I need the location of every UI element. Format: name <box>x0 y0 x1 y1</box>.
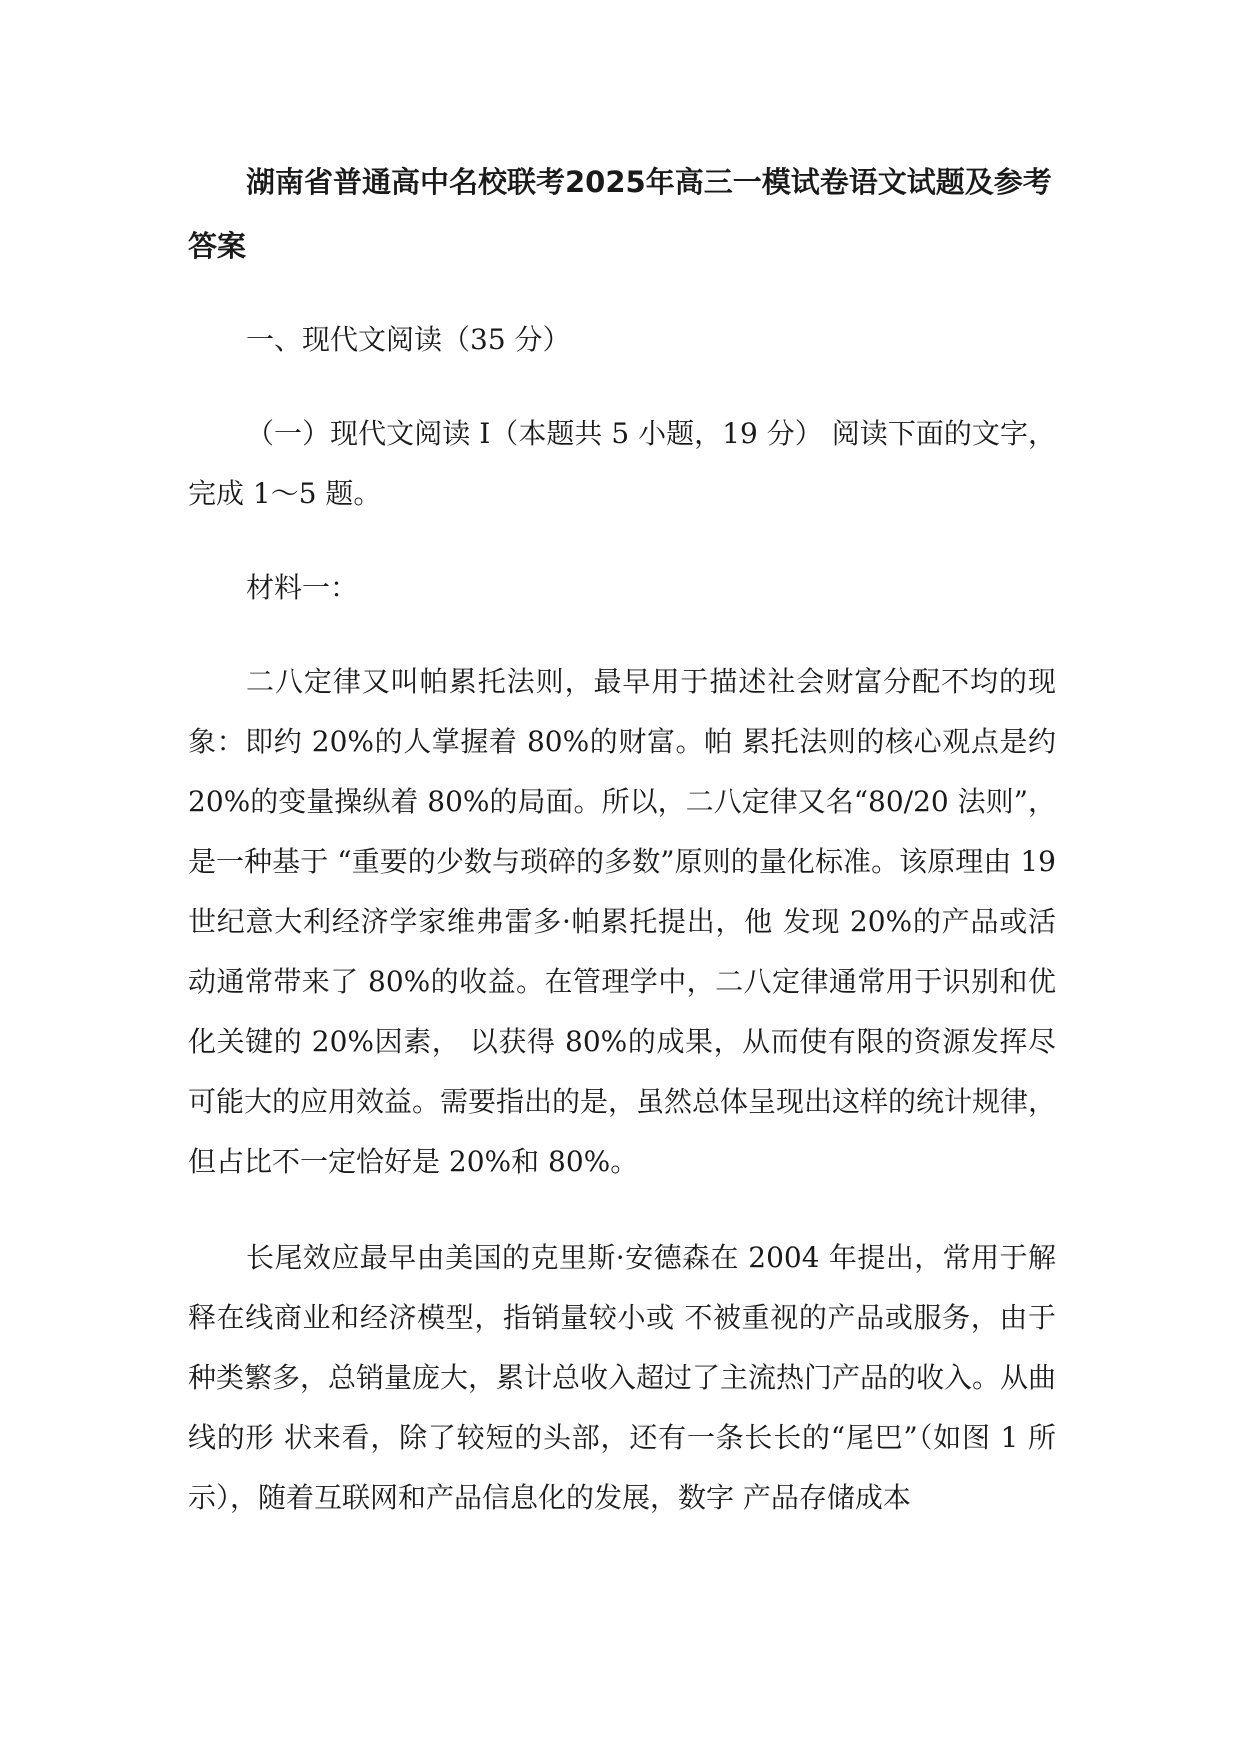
section-heading: 一、现代文阅读（35 分） <box>246 323 571 356</box>
paragraph-long-tail: 长尾效应最早由美国的克里斯·安德森在 2004 年提出，常用于解释在线商业和经济模型，指销量较小或 不被重视的产品或服务，由于种类繁多，总销量庞大，累计总收入超过了主流热门产品的收入。从曲线的形 状来看，除了较短的头部，还有一条长长的“尾巴”（如图 1 所示），随着互联网和产品信息化的发展，数字 产品存储成本 <box>188 1241 1057 1514</box>
subsection-instruction: （一）现代文阅读 I（本题共 5 小题，19 分） 阅读下面的文字，完成 1～5 题。 <box>188 417 1056 510</box>
material-label: 材料一： <box>246 571 359 604</box>
document-title: 湖南省普通高中名校联考2025年高三一模试卷语文试题及参考答案 <box>188 165 1052 263</box>
paragraph-pareto: 二八定律又叫帕累托法则，最早用于描述社会财富分配不均的现象：即约 20%的人掌握着 80%的财富。帕 累托法则的核心观点是约 20%的变量操纵着 80%的局面。所以，二八定律又名“80/20 法则”，是一种基于 “重要的少数与琐碎的多数”原则的量化标准。该原理由 19 世纪意大利经济学家维弗雷多·帕累托提出，他 发现 20%的产品或活动通常带来了 80%的收益。在管理学中，二八定律通常用于识别和优化关键的 20%因素， 以获得 80%的成果，从而使有限的资源发挥尽可能大的应用效益。需要指出的是，虽然总体呈现出这样的统计规律，但占比不一定恰好是 20%和 80%。 <box>188 665 1057 1178</box>
document-body <box>188 150 1056 1562</box>
